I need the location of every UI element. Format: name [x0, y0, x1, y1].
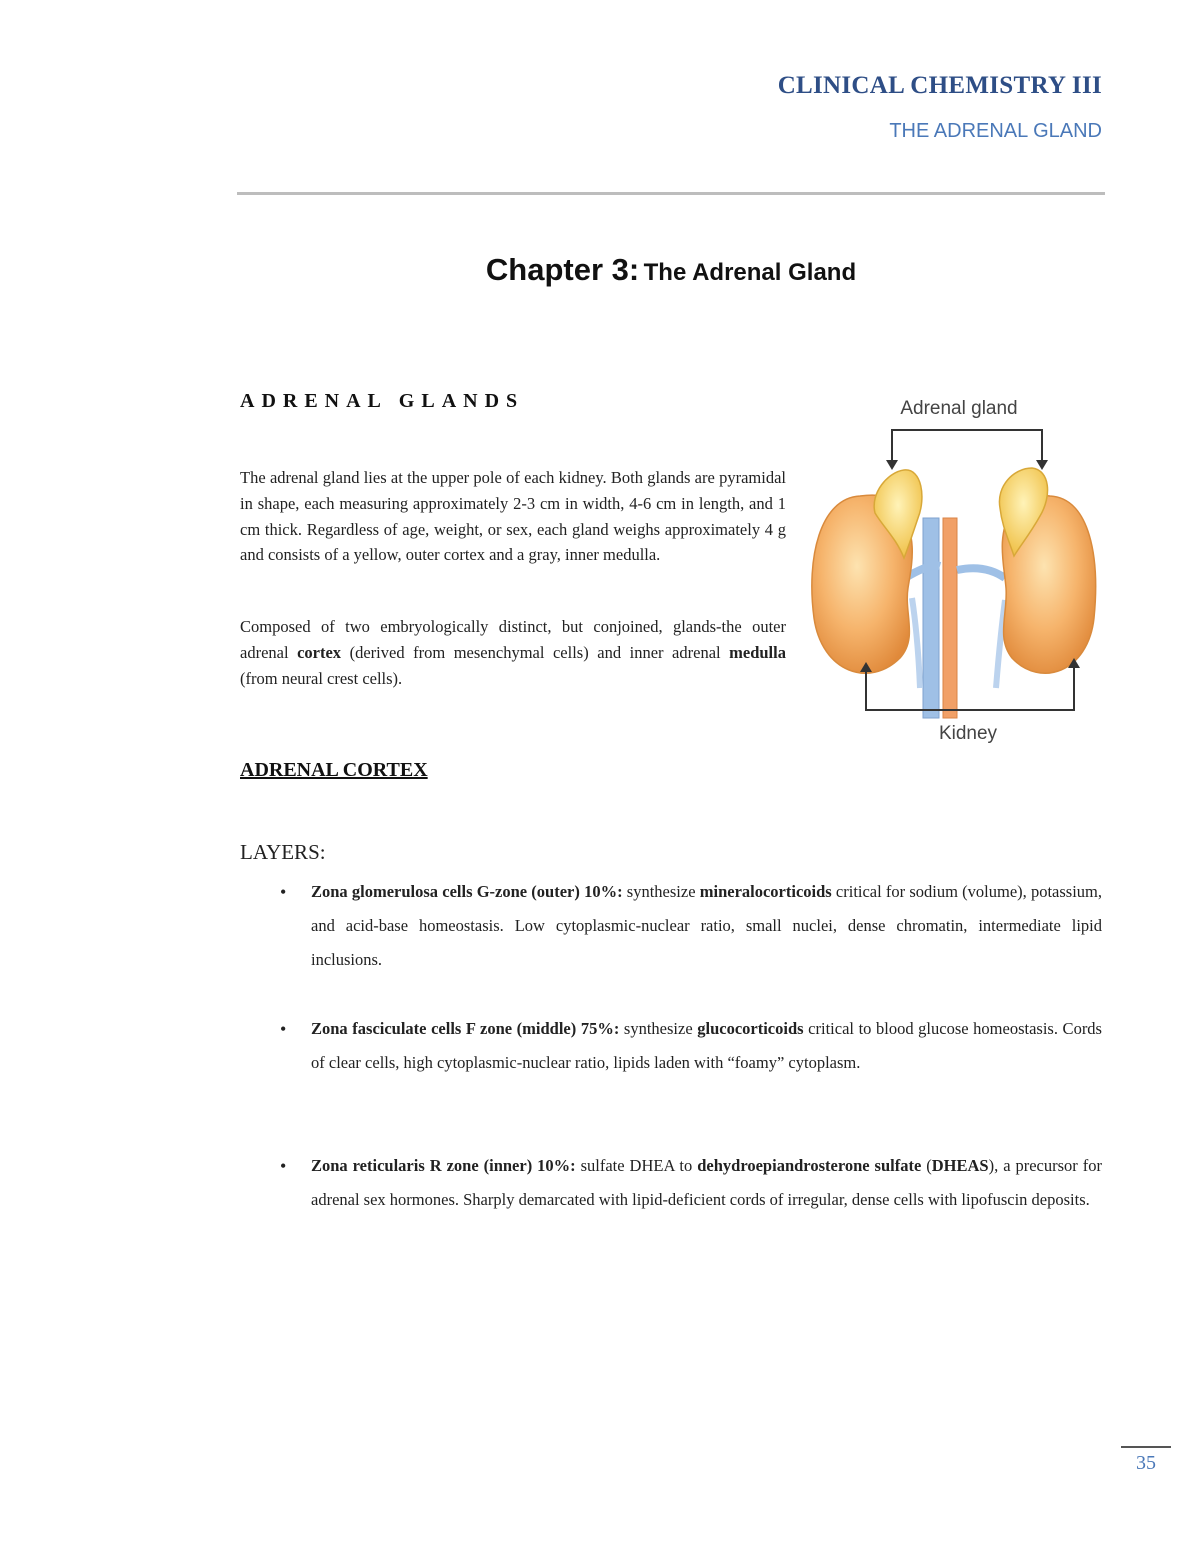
layers-label: LAYERS:: [240, 840, 326, 864]
p2-text-c: (from neural crest cells).: [240, 668, 403, 688]
list-item-zona-reticularis: [280, 1149, 1102, 1217]
layer-hormone-abbrev: DHEAS: [931, 1156, 989, 1175]
section-heading-adrenal-glands: ADRENAL GLANDS: [240, 390, 525, 412]
term-medulla: medulla: [729, 642, 786, 662]
chapter-name: The Adrenal Gland: [643, 259, 857, 286]
right-renal-vein: [957, 568, 1005, 578]
chapter-title: [237, 252, 1105, 288]
bullet-icon: •: [280, 1019, 287, 1039]
right-ureter: [996, 600, 1005, 688]
paragraph-location: The adrenal gland lies at the upper pole of each kidney. Both glands are pyramidal in shape, each measuring approximately 2-3 cm in width, 4-6 cm in length, and 1 cm thick. Regardless of age, weight, or sex, each gland weighs approximately 4 g and consists of a yellow, outer cortex and a gray, inner medulla.: [240, 468, 786, 565]
layer-text-pre: sulfate DHEA to: [575, 1156, 698, 1175]
page-number-rule: [1121, 1446, 1171, 1448]
bullet-icon: •: [280, 1156, 287, 1176]
term-cortex: cortex: [297, 642, 342, 662]
layer-name: Zona reticularis R zone (inner) 10%:: [311, 1156, 576, 1175]
chapter-label: Chapter 3:: [485, 252, 640, 287]
bullet-icon: •: [280, 882, 287, 902]
paragraph-composition: [240, 614, 786, 691]
running-header-title: CLINICAL CHEMISTRY III: [777, 72, 1102, 99]
adrenal-kidney-figure: [800, 388, 1100, 750]
layer-text-pre: synthesize: [622, 882, 700, 901]
layer-description: critical for sodium (volume), potassium, and acid-base homeostasis. Low cytoplasmic-nuclear ratio, small nuclei, dense chromatin, intermediate lipid inclusions.: [311, 882, 1103, 969]
layer-description: ), a precursor for adrenal sex hormones. Sharply demarcated with lipid-deficient cords of irregular, dense cells with lipofuscin deposits.: [311, 1156, 1102, 1209]
p2-text-b: (derived from mesenchymal cells) and inner adrenal: [341, 642, 730, 662]
layer-hormone: glucocorticoids: [697, 1019, 804, 1038]
p2-text-a: Composed of two embryologically distinct, but conjoined, glands-the outer adrenal: [240, 617, 786, 662]
list-item-zona-glomerulosa: [280, 875, 1102, 977]
list-item-zona-fasciculata: [280, 1012, 1102, 1080]
layer-text-pre: synthesize: [619, 1019, 698, 1038]
header-divider: [237, 192, 1105, 195]
running-header-subtitle: THE ADRENAL GLAND: [889, 120, 1102, 142]
figure-label-adrenal-gland: Adrenal gland: [900, 398, 1018, 419]
arrow-left-down: [886, 460, 898, 470]
figure-label-kidney: Kidney: [938, 723, 998, 744]
layer-hormone: dehydroepiandrosterone sulfate: [697, 1156, 922, 1175]
layer-description: critical to blood glucose homeostasis. Cords of clear cells, high cytoplasmic-nuclear ratio, lipids laden with “foamy” cytoplasm.: [311, 1019, 1102, 1072]
left-ureter: [912, 598, 920, 688]
layer-name: Zona fasciculate cells F zone (middle) 75%:: [311, 1019, 620, 1038]
layer-name: Zona glomerulosa cells G-zone (outer) 10%:: [311, 882, 623, 901]
adrenal-gland-arrows: [892, 430, 1042, 464]
arrow-right-down: [1036, 460, 1048, 470]
vena-cava: [923, 518, 939, 718]
aorta: [943, 518, 957, 718]
layer-text-mid: (: [921, 1156, 932, 1175]
section-heading-adrenal-cortex: ADRENAL CORTEX: [240, 759, 428, 781]
layer-hormone: mineralocorticoids: [699, 882, 832, 901]
page-number: 35: [1136, 1452, 1156, 1474]
